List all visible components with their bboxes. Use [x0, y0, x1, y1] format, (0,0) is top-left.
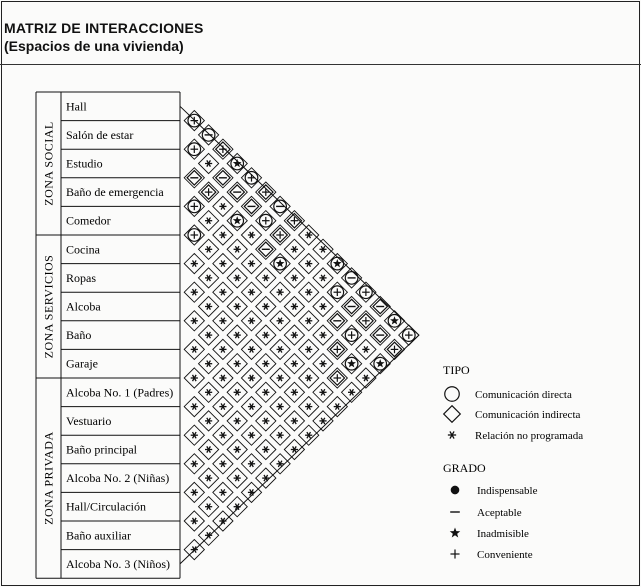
matrix-cell [199, 439, 219, 459]
matrix-cell [256, 325, 276, 345]
space-label: Hall [66, 99, 87, 114]
legend-grado-conveniente-label: Conveniente [477, 549, 533, 561]
matrix-cell [241, 368, 261, 388]
matrix-cell [227, 182, 247, 202]
space-label: Ropas [66, 270, 96, 285]
space-label: Baño principal [66, 442, 137, 457]
matrix-cell [256, 296, 276, 316]
matrix-cell [184, 254, 204, 274]
matrix-cell [384, 339, 404, 359]
space-label: Baño auxiliar [66, 528, 131, 543]
matrix-cell [213, 454, 233, 474]
space-label: Cocina [66, 242, 100, 257]
zone-label: ZONA SOCIAL [41, 121, 56, 206]
matrix-cell [284, 439, 304, 459]
matrix-cell [270, 339, 290, 359]
matrix-cell [199, 325, 219, 345]
matrix-cell [299, 225, 319, 245]
legend-star-icon [450, 527, 461, 537]
matrix-cell [356, 311, 376, 331]
matrix-cell [284, 354, 304, 374]
matrix-cell [241, 425, 261, 445]
matrix-cell [199, 211, 219, 231]
matrix-cell [313, 325, 333, 345]
matrix-cell [270, 254, 290, 274]
matrix-cell [227, 497, 247, 517]
matrix-cell [184, 196, 204, 216]
matrix-cell [299, 311, 319, 331]
matrix-cell [213, 511, 233, 531]
matrix-cell [399, 325, 419, 345]
matrix-cell [299, 254, 319, 274]
matrix-cell [227, 439, 247, 459]
legend-plus-icon [450, 549, 459, 558]
space-label: Alcoba No. 1 (Padres) [66, 385, 174, 400]
matrix-cell [199, 354, 219, 374]
matrix-cell [199, 239, 219, 259]
matrix-cell [370, 296, 390, 316]
matrix-cell [199, 268, 219, 288]
space-label: Alcoba No. 2 (Niñas) [66, 471, 170, 486]
matrix-cell [313, 239, 333, 259]
matrix-cell [256, 182, 276, 202]
diagram-title: MATRIZ DE INTERACCIONES [4, 20, 204, 36]
matrix-cell [184, 482, 204, 502]
matrix-cell [213, 254, 233, 274]
matrix-cell [213, 311, 233, 331]
matrix-cell [284, 211, 304, 231]
matrix-cell [213, 425, 233, 445]
matrix-cell [270, 454, 290, 474]
legend [443, 363, 583, 561]
legend-circle-icon [445, 387, 459, 401]
diagram-subtitle: (Espacios de una vivienda) [4, 38, 184, 54]
zone-label: ZONA SERVICIOS [41, 254, 56, 359]
matrix-cell [184, 282, 204, 302]
matrix-cell [213, 168, 233, 188]
matrix-cell [199, 296, 219, 316]
matrix-cell [184, 454, 204, 474]
matrix-cell [184, 311, 204, 331]
matrix-cell [227, 153, 247, 173]
legend-tipo-noprog-label: Relación no programada [475, 430, 584, 442]
matrix-cell [327, 368, 347, 388]
matrix-cell [199, 497, 219, 517]
matrix-cell [284, 325, 304, 345]
matrix-cell [199, 468, 219, 488]
space-label: Salón de estar [66, 127, 134, 142]
matrix-cell [313, 268, 333, 288]
matrix-cell [327, 339, 347, 359]
matrix-cell [184, 397, 204, 417]
matrix-cell [213, 339, 233, 359]
matrix-cell [256, 439, 276, 459]
matrix-cell [213, 139, 233, 159]
matrix-cell [284, 239, 304, 259]
matrix-cell [313, 411, 333, 431]
matrix-cell [284, 382, 304, 402]
matrix-cell [213, 368, 233, 388]
matrix-cell [299, 425, 319, 445]
matrix-cell [256, 239, 276, 259]
matrix-cell [199, 182, 219, 202]
matrix-cell [227, 468, 247, 488]
matrix-cell [241, 282, 261, 302]
matrix-cell [241, 454, 261, 474]
legend-diamond-icon [444, 406, 461, 423]
legend-asterisk-icon [448, 431, 456, 438]
matrix-cell [227, 268, 247, 288]
matrix-cell [241, 196, 261, 216]
space-label: Baño de emergencia [66, 185, 164, 200]
matrix-cell [227, 211, 247, 231]
zone-label: ZONA PRIVADA [41, 431, 56, 525]
legend-tipo-title: TIPO [443, 363, 470, 377]
space-label: Estudio [66, 156, 103, 171]
matrix-cell [184, 139, 204, 159]
matrix-cell [327, 282, 347, 302]
matrix-cell [270, 225, 290, 245]
matrix-cell [313, 382, 333, 402]
matrix-cell [256, 354, 276, 374]
legend-dot-icon [451, 486, 460, 495]
matrix-cell [356, 339, 376, 359]
matrix-cell [256, 468, 276, 488]
matrix-cell [370, 354, 390, 374]
space-label: Alcoba No. 3 (Niños) [66, 556, 170, 571]
matrix-cell [241, 254, 261, 274]
matrix-cell [227, 354, 247, 374]
matrix-cell [213, 225, 233, 245]
matrix-cell [199, 153, 219, 173]
space-table [36, 92, 180, 578]
matrix-cell [184, 168, 204, 188]
matrix-cell [313, 296, 333, 316]
matrix-cell [284, 296, 304, 316]
matrix-cell [184, 225, 204, 245]
legend-grado-title: GRADO [443, 461, 486, 475]
matrix-cell [213, 196, 233, 216]
matrix-cell [270, 368, 290, 388]
space-label: Baño [66, 328, 92, 343]
space-label: Comedor [66, 213, 111, 228]
matrix-cell [284, 268, 304, 288]
legend-grado-inadmisible-label: Inadmisible [477, 528, 529, 540]
space-label: Alcoba [66, 299, 101, 314]
matrix-cell [270, 397, 290, 417]
matrix-cell [256, 211, 276, 231]
matrix-cell [241, 168, 261, 188]
matrix-cell [256, 411, 276, 431]
matrix-cell [299, 397, 319, 417]
matrix-cell [299, 282, 319, 302]
matrix-cell [313, 354, 333, 374]
matrix-cell [342, 296, 362, 316]
matrix-cell [256, 268, 276, 288]
matrix-cell [184, 339, 204, 359]
matrix-cell [213, 282, 233, 302]
matrix-cell [284, 411, 304, 431]
matrix-cell [270, 196, 290, 216]
matrix-cell [270, 311, 290, 331]
space-label: Garaje [66, 356, 98, 371]
matrix-cell [327, 311, 347, 331]
matrix-cell [356, 282, 376, 302]
matrix-cell [227, 382, 247, 402]
matrix-cell [227, 239, 247, 259]
matrix-cell [227, 411, 247, 431]
matrix-cell [199, 525, 219, 545]
matrix-cell [384, 311, 404, 331]
matrix-cell [241, 482, 261, 502]
legend-tipo-indirecta-label: Comunicación indirecta [475, 409, 581, 421]
matrix-cell [199, 411, 219, 431]
matrix-cell [241, 339, 261, 359]
matrix-cell [299, 368, 319, 388]
matrix-triangle [180, 106, 419, 564]
matrix-cell [342, 354, 362, 374]
matrix-cell [342, 325, 362, 345]
matrix-cell [299, 339, 319, 359]
matrix-cell [184, 511, 204, 531]
legend-tipo-directa-label: Comunicación directa [475, 389, 572, 401]
matrix-cell [213, 397, 233, 417]
matrix-cell [370, 325, 390, 345]
matrix-cell [199, 382, 219, 402]
matrix-cell [213, 482, 233, 502]
matrix-cell [241, 397, 261, 417]
matrix-cell [241, 225, 261, 245]
space-label: Vestuario [66, 413, 112, 428]
matrix-cell [184, 425, 204, 445]
matrix-cell [241, 311, 261, 331]
legend-grado-aceptable-label: Aceptable [477, 507, 522, 519]
matrix-cell [227, 325, 247, 345]
legend-grado-indispensable-label: Indispensable [477, 485, 538, 497]
space-label: Hall/Circulación [66, 499, 146, 514]
matrix-cell [270, 282, 290, 302]
matrix-cell [227, 296, 247, 316]
matrix-cell [199, 125, 219, 145]
matrix-cell [270, 425, 290, 445]
matrix-cell [256, 382, 276, 402]
matrix-cell [184, 368, 204, 388]
matrix-cell [356, 368, 376, 388]
